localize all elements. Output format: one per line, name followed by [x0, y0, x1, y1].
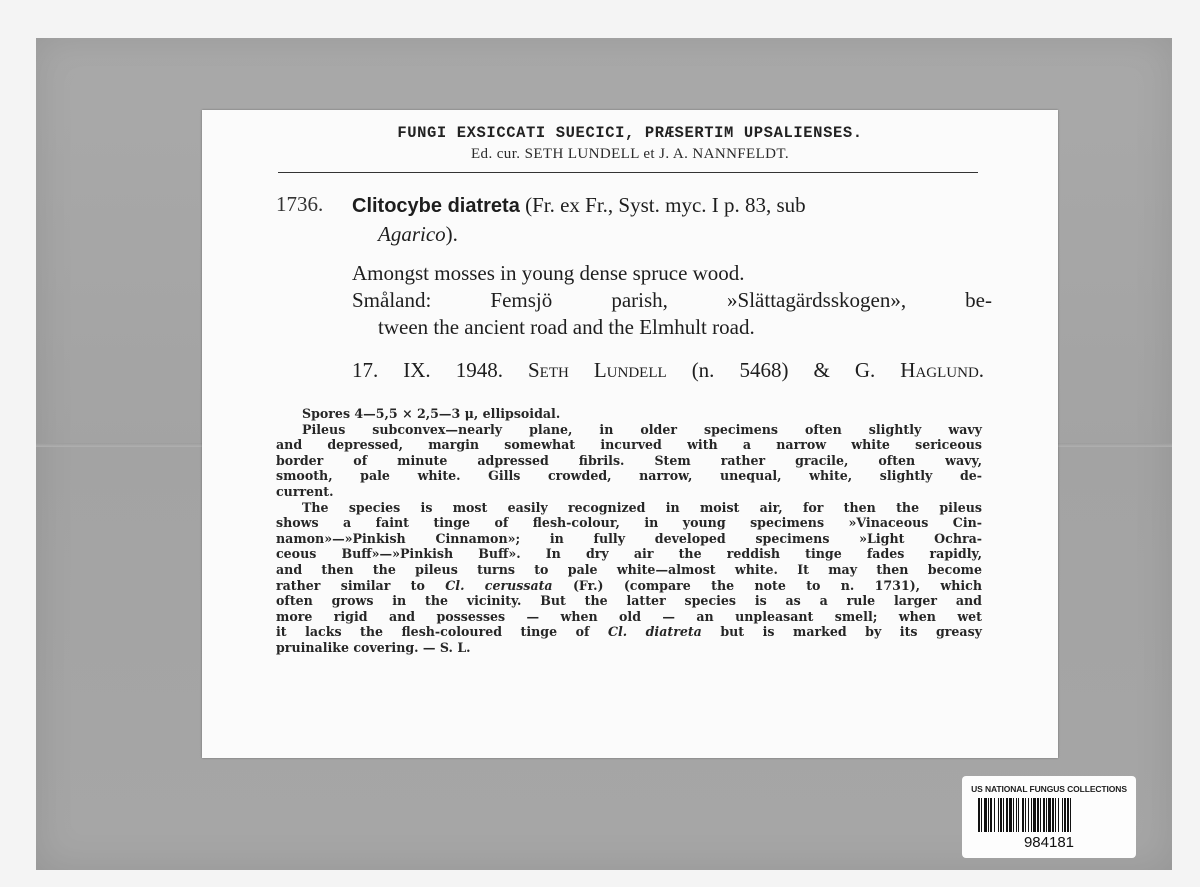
barcode-bar [1062, 798, 1063, 832]
barcode-bar [1043, 798, 1045, 832]
collector-1: Seth Lundell [527, 358, 667, 382]
desc-line: current. [276, 483, 334, 499]
spores-line: Spores 4—5,5 × 2,5—3 μ, ellipsoidal. [302, 406, 561, 421]
barcode-bar [1003, 798, 1004, 832]
desc-line: Pileus subconvex—nearly plane, in older specimens often slightly wavy [302, 421, 982, 437]
specimen-label [202, 110, 1058, 758]
barcode-bar [1067, 798, 1069, 832]
barcode-label [962, 776, 1136, 858]
authority-end: ). [445, 222, 458, 246]
barcode-bar [1040, 798, 1041, 832]
collection-date: 17. IX. 1948. [352, 358, 503, 382]
barcode-bar [998, 798, 999, 832]
barcode-bar [990, 798, 992, 832]
d6-pre: rather similar to [276, 577, 425, 593]
taxon-authority: (Fr. ex Fr., Syst. myc. I p. 83, sub [525, 193, 806, 217]
discussion-line: shows a faint tinge of flesh-colour, in young specimens »Vinaceous Cin- [276, 515, 982, 531]
barcode-bar [1022, 798, 1024, 832]
series-title: FUNGI EXSICCATI SUECICI, PRÆSERTIM UPSALIENSES. [397, 124, 863, 142]
barcode-number: 984181 [1023, 834, 1075, 851]
discussion-line: The species is most easily recognized in moist air, for then the pileus [302, 499, 982, 515]
barcode-bar [988, 798, 989, 832]
habitat-block [352, 260, 992, 341]
discussion-line: more rigid and possesses — when old — an unpleasant smell; when wet [276, 608, 982, 624]
discussion-line: and then the pileus turns to pale white—almost white. It may then become [276, 561, 982, 577]
barcode-bar [1025, 798, 1026, 832]
habitat-text: Amongst mosses in young dense spruce wood. [352, 261, 745, 285]
barcode-bar [1037, 798, 1039, 832]
barcode-bar [1033, 798, 1036, 832]
collector-join: & [813, 358, 830, 382]
d6-post: (Fr.) (compare the note to n. 1731), which [572, 577, 983, 593]
discussion-line [276, 624, 982, 640]
taxon-line [352, 190, 988, 221]
barcode-bar [1028, 798, 1029, 832]
collector-number: (n. 5468) [691, 358, 789, 382]
editors-line [202, 146, 1058, 163]
d6-species: Cl. cerussata [445, 577, 553, 593]
barcode-bar [1070, 798, 1071, 832]
locality-line-1: Småland: Femsjö parish, »Slättagärdsskogen», be- [352, 288, 992, 312]
desc-line: border of minute adpressed fibrils. Stem rather gracile, often wavy, [276, 452, 982, 468]
exsiccata-number: 1736. [276, 192, 324, 216]
collection-line [352, 358, 984, 383]
discussion-line: often grows in the vicinity. But the latter species is as a rule larger and [276, 593, 982, 609]
d9-species: Cl. diatreta [607, 624, 702, 640]
barcode-bar [1052, 798, 1054, 832]
taxon-line-2 [378, 222, 458, 247]
desc-line: and depressed, margin somewhat incurved with a narrow white sericeous [276, 437, 982, 453]
barcode-institution: US NATIONAL FUNGUS COLLECTIONS [971, 784, 1127, 794]
description-notes [276, 406, 982, 656]
barcode-bar [1046, 798, 1047, 832]
barcode-bar [1064, 798, 1066, 832]
barcode-bar [984, 798, 987, 832]
discussion-line: pruinalike covering. — S. L. [276, 639, 471, 655]
barcode-bar [1055, 798, 1056, 832]
barcode-bar [981, 798, 982, 832]
barcode-bar [1000, 798, 1002, 832]
barcode-bar [1013, 798, 1014, 832]
barcode-bar [1018, 798, 1019, 832]
barcode-bar [978, 798, 980, 832]
barcode-icon [976, 798, 1122, 832]
discussion-line: namon»—»Pinkish Cinnamon»; in fully developed specimens »Light Ochra- [276, 530, 982, 546]
species-name: Clitocybe diatreta [352, 195, 520, 217]
header-rule [278, 172, 978, 173]
barcode-bar [994, 798, 995, 832]
barcode-bar [1031, 798, 1032, 832]
discussion-line [276, 578, 982, 594]
barcode-bar [1006, 798, 1008, 832]
barcode-bar [1016, 798, 1017, 832]
editors-text: Ed. cur. SETH LUNDELL et J. A. NANNFELDT. [470, 146, 790, 162]
barcode-bar [1048, 798, 1051, 832]
d9-pre: it lacks the flesh-coloured tinge of [276, 624, 590, 640]
authority-genus: Agarico [378, 222, 446, 246]
d9-post: but is marked by its greasy [720, 624, 983, 640]
locality-line-2: tween the ancient road and the Elmhult road. [378, 315, 755, 339]
discussion-line: ceous Buff»—»Pinkish Buff». In dry air the reddish tinge fades rapidly, [276, 546, 982, 562]
collector-2: G. Haglund. [854, 358, 985, 382]
barcode-bar [1058, 798, 1059, 832]
barcode-bar [1009, 798, 1012, 832]
desc-line: smooth, pale white. Gills crowded, narrow, unequal, white, slightly de- [276, 468, 982, 484]
